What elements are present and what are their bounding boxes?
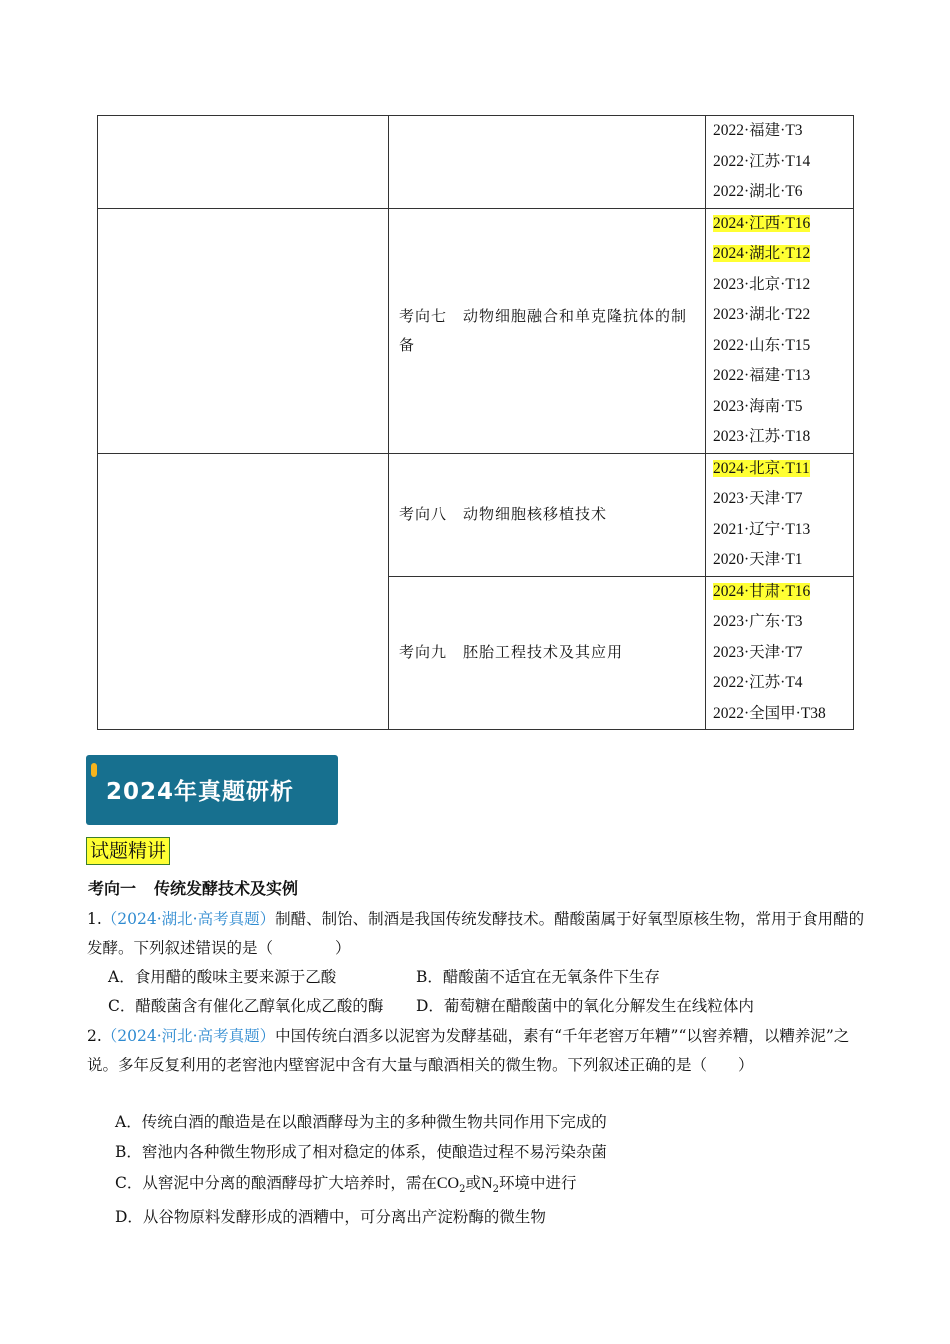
ref-item: 2023·江苏·T18	[713, 428, 811, 445]
option-c: C．从窖泥中分离的酿酒酵母扩大培养时，需在$CO_2$或$N_2$环境中进行	[115, 1174, 577, 1196]
option-c: C．醋酸菌含有催化乙醇氧化成乙酸的酶	[108, 997, 384, 1015]
section-heading	[88, 876, 298, 899]
section-title: 传统发酵技术及实例	[154, 879, 299, 898]
topic-cell: 考向九 胚胎工程技术及其应用	[389, 576, 706, 730]
topic-cell	[389, 116, 706, 209]
ref-item: 2020·天津·T1	[713, 551, 803, 568]
question-number: 1.	[87, 910, 102, 928]
ref-item: 2024·江西·T16	[713, 214, 811, 232]
option-d: D．从谷物原料发酵形成的酒糟中，可分离出产淀粉酶的微生物	[115, 1208, 546, 1226]
ref-item: 2024·北京·T11	[713, 459, 810, 477]
table-row	[98, 453, 854, 576]
table-row	[98, 208, 854, 453]
ref-item: 2023·海南·T5	[713, 397, 803, 415]
ref-item: 2023·天津·T7	[713, 490, 803, 507]
ref-item: 2022·福建·T3	[713, 122, 803, 139]
ref-item: 2023·天津·T7	[713, 643, 803, 661]
topic-table	[97, 115, 854, 730]
ref-item: 2023·广东·T3	[713, 613, 803, 630]
question-source: （2024·河北·高考真题）	[101, 1027, 276, 1045]
topic-cell: 考向七 动物细胞融合和单克隆抗体的制备	[389, 208, 706, 453]
table-cell-empty	[98, 208, 389, 453]
table-cell-empty	[98, 116, 389, 209]
option-d: D．葡萄糖在醋酸菌中的氧化分解发生在线粒体内	[416, 997, 754, 1015]
ref-item: 2021·辽宁·T13	[713, 520, 811, 538]
question-source: （2024·湖北·高考真题）	[101, 910, 276, 928]
refs-cell	[706, 576, 854, 730]
ref-item: 2022·江苏·T4	[713, 674, 803, 691]
ref-item: 2024·湖北·T12	[713, 245, 811, 262]
refs-cell	[706, 208, 854, 453]
table-row	[98, 116, 854, 209]
ref-item: 2024·甘肃·T16	[713, 582, 811, 600]
question-1	[87, 905, 867, 963]
table-cell-empty	[98, 453, 389, 730]
ref-item: 2022·山东·T15	[713, 336, 811, 354]
chem-co2: CO	[436, 1175, 460, 1192]
option-a: A．传统白酒的酿造是在以酿酒酵母为主的多种微生物共同作用下完成的	[115, 1113, 607, 1131]
section-banner	[86, 755, 338, 825]
question-2	[87, 1022, 867, 1080]
chem-n2: N	[481, 1175, 493, 1192]
banner-accent-bar	[91, 763, 97, 777]
ref-item: 2022·江苏·T14	[713, 152, 811, 170]
topic-cell: 考向八 动物细胞核移植技术	[389, 453, 706, 576]
ref-item: 2022·全国甲·T38	[713, 704, 826, 722]
option-b: B．窖池内各种微生物形成了相对稳定的体系，使酿造过程不易污染杂菌	[115, 1143, 607, 1161]
ref-item: 2022·福建·T13	[713, 367, 811, 384]
refs-cell	[706, 116, 854, 209]
option-a: A．食用醋的酸味主要来源于乙酸	[108, 968, 337, 986]
question-number: 2.	[87, 1027, 102, 1045]
refs-cell	[706, 453, 854, 576]
question-stem: 中国传统白酒多以泥窖为发酵基础，素有“千年老窖万年糟”“以窖养糟，以糟养泥”之说。多年反复利用的老窖池内壁窖泥中含有大量与酿酒相关的微生物。下列叙述正确的是（ ）	[87, 1027, 850, 1074]
highlight-badge: 试题精讲	[86, 837, 170, 865]
ref-item: 2022·湖北·T6	[713, 183, 803, 200]
ref-item: 2023·湖北·T22	[713, 306, 811, 323]
option-b: B．醋酸菌不适宜在无氧条件下生存	[416, 968, 660, 986]
section-label: 考向一	[88, 879, 137, 898]
banner-title: 2024年真题研析	[106, 779, 295, 805]
question-stem: 制醋、制饴、制酒是我国传统发酵技术。醋酸菌属于好氧型原核生物，常用于食用醋的发酵。下列叙述错误的是（ ）	[87, 910, 865, 957]
ref-item: 2023·北京·T12	[713, 275, 811, 293]
